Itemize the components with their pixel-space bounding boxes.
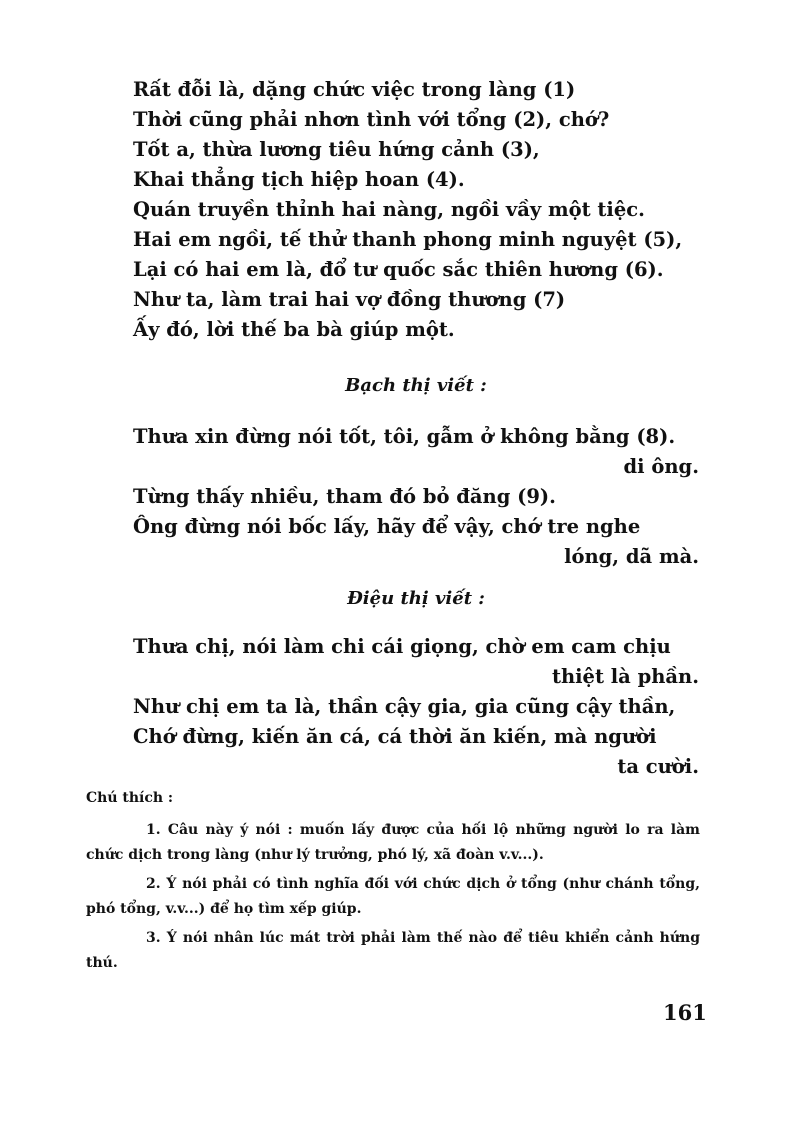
verse-line: Quán truyền thỉnh hai nàng, ngồi vầy một tiệc. [133, 198, 645, 221]
verse-line: Chớ đừng, kiến ăn cá, cá thời ăn kiến, mà người [133, 725, 657, 748]
footnote [86, 872, 700, 922]
footnote-text: 1. Câu này ý nói : muốn lấy được của hối lộ những người lo ra làm chức dịch trong làng (như lý trưởng, phó lý, xã đoàn v.v...). [86, 822, 700, 863]
speaker-heading-bach: Bạch thị viết : [345, 375, 487, 396]
verse-line: Như ta, làm trai hai vợ đồng thương (7) [133, 288, 566, 311]
footnote-text: 2. Ý nói phải có tình nghĩa đối với chức dịch ở tổng (như chánh tổng, phó tổng, v.v...) để họ tìm xếp giúp. [86, 876, 700, 917]
footnote [86, 926, 700, 976]
page-number: 161 [663, 1000, 707, 1025]
stanza-2 [133, 422, 699, 572]
speaker-heading-dieu: Điệu thị viết : [347, 588, 485, 609]
verse-line: Thưa xin đừng nói tốt, tôi, gẫm ở không bằng (8). [133, 425, 676, 448]
verse-line: Rất đỗi là, dặng chức việc trong làng (1) [133, 78, 576, 101]
verse-line: Từng thấy nhiều, tham đó bỏ đăng (9). [133, 485, 556, 508]
footnote-text: 3. Ý nói nhân lúc mát trời phải làm thế nào để tiêu khiển cảnh hứng thú. [86, 930, 700, 971]
footnotes [86, 818, 700, 980]
verse-line-continuation: ta cười. [617, 755, 699, 778]
verse-line: Thưa chị, nói làm chi cái giọng, chờ em cam chịu [133, 635, 671, 658]
verse-line-continuation: lóng, dã mà. [564, 545, 699, 568]
verse-line: Khai thẳng tịch hiệp hoan (4). [133, 168, 465, 191]
stanza-3 [133, 632, 699, 782]
verse-line: Như chị em ta là, thần cậy gia, gia cũng cậy thần, [133, 695, 676, 718]
stanza-1 [133, 75, 699, 345]
verse-line: Thời cũng phải nhơn tình với tổng (2), chớ? [133, 108, 610, 131]
verse-line: Ấy đó, lời thế ba bà giúp một. [133, 318, 455, 341]
verse-line: Hai em ngồi, tế thử thanh phong minh nguyệt (5), [133, 228, 683, 251]
verse-line: Tốt a, thừa lương tiêu hứng cảnh (3), [133, 138, 540, 161]
verse-line-continuation: di ông. [623, 455, 699, 478]
verse-line: Ông đừng nói bốc lấy, hãy để vậy, chớ tre nghe [133, 515, 641, 538]
verse-line-continuation: thiệt là phần. [551, 665, 699, 688]
notes-title: Chú thích : [86, 790, 174, 806]
footnote [86, 818, 700, 868]
verse-line: Lại có hai em là, đổ tư quốc sắc thiên hương (6). [133, 258, 664, 281]
